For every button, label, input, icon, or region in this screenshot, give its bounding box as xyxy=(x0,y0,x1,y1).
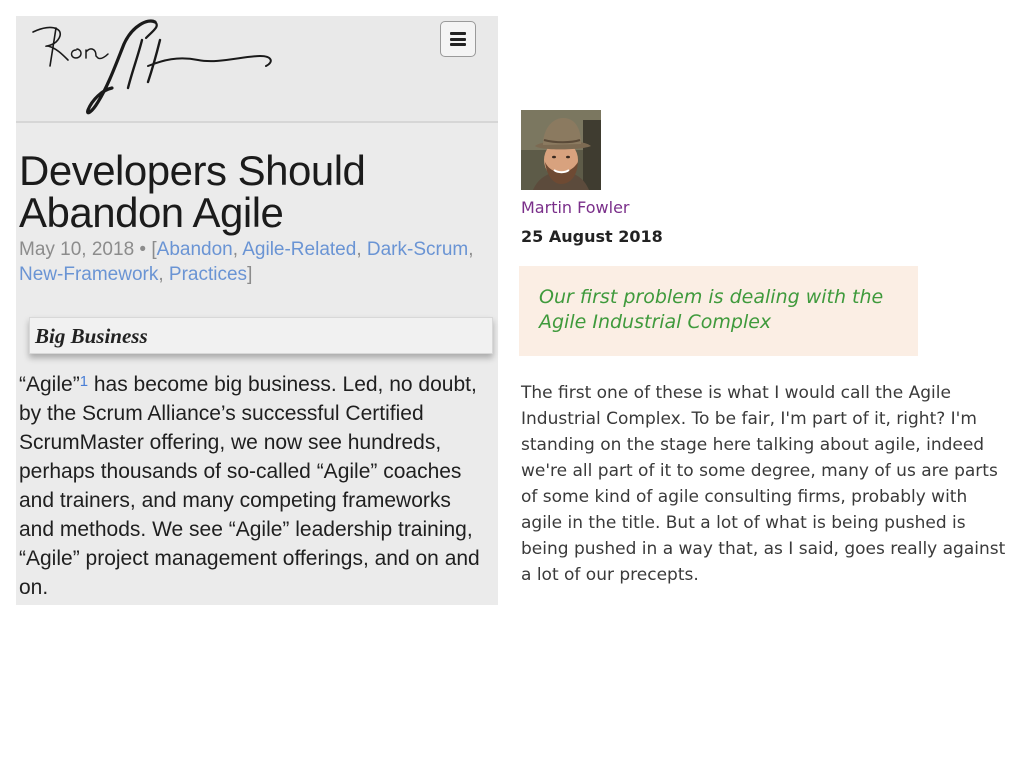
tag-link-agile-related[interactable]: Agile-Related xyxy=(242,239,357,260)
tag-link-new-framework[interactable]: New-Framework xyxy=(19,264,159,285)
section-heading: Big Business xyxy=(35,324,148,348)
hamburger-menu-icon xyxy=(450,32,466,46)
author-name-link[interactable]: Martin Fowler xyxy=(521,198,630,217)
ron-jeffries-blog-panel xyxy=(16,16,498,605)
signature-graphic xyxy=(28,16,278,120)
post-body xyxy=(19,370,489,602)
meta-separator: • [ xyxy=(134,239,157,260)
body-lead: “Agile” xyxy=(19,373,80,396)
avatar-photo xyxy=(521,110,601,190)
tag-link-abandon[interactable]: Abandon xyxy=(156,239,233,260)
body-rest: has become big business. Led, no doubt, by the Scrum Alliance’s successful Certified ScrumMaster offering, we now see hundreds, perhaps thousands of so-called “Agile” coaches and trainers, and many competing frameworks and methods. We see “Agile” leadership training, “Agile” project management offerings, and on and on. xyxy=(19,373,480,599)
section-heading-box xyxy=(29,317,493,354)
blog-header xyxy=(16,16,498,123)
post-meta: May 10, 2018 • [Abandon, Agile-Related, Dark-Scrum, New-Framework, Practices] xyxy=(19,239,474,285)
talk-body: The first one of these is what I would call the Agile Industrial Complex. To be fair, I'm part of it, right? I'm standing on the stage here talking about agile, indeed we're all part of it to some degree, many of us are parts of some kind of agile consulting firms, probably with agile in the title. But a lot of what is being pushed is being pushed in a way that, as I said, goes really against a lot of our precepts. xyxy=(521,383,1006,585)
tag-link-practices[interactable]: Practices xyxy=(168,264,248,285)
meta-close-bracket: ] xyxy=(247,264,253,285)
post-date: May 10, 2018 xyxy=(19,239,135,260)
post-title: Developers Should Abandon Agile xyxy=(19,147,366,236)
pull-quote: Our first problem is dealing with the Agile Industrial Complex xyxy=(519,266,918,356)
menu-button[interactable] xyxy=(440,21,476,57)
footnote-link[interactable]: 1 xyxy=(79,373,89,390)
tag-link-dark-scrum[interactable]: Dark-Scrum xyxy=(366,239,469,260)
author-avatar xyxy=(521,110,601,190)
signature-logo[interactable] xyxy=(28,16,278,120)
talk-date: 25 August 2018 xyxy=(521,227,663,246)
